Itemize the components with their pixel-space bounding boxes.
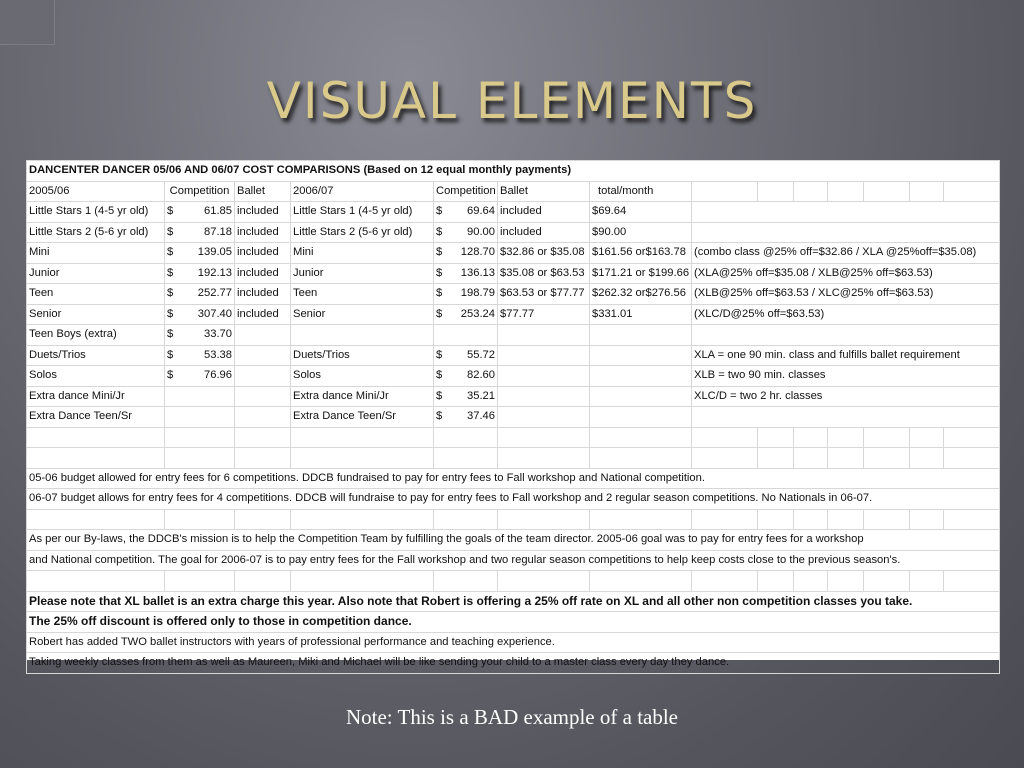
table-row [27,366,1000,387]
cell-note: (XLA@25% off=$35.08 / XLB@25% off=$63.53) [692,263,1000,284]
amount: 307.40 [197,307,232,320]
col-header: 2006/07 [291,181,434,202]
cell-2005-ballet [235,407,291,428]
text-row [27,591,1000,612]
col-header: 2005/06 [27,181,165,202]
amount: 33.70 [204,328,232,341]
empty-cell [944,509,1000,530]
text-row [27,632,1000,653]
cell-2006-competition [434,386,498,407]
empty-cell [794,427,828,448]
empty-cell [910,571,944,592]
cell-2006-ballet [498,407,590,428]
empty-cell [758,448,794,469]
cell-2005-class: Extra dance Mini/Jr [27,386,165,407]
cell-2005-competition [165,366,235,387]
cell-2006-competition [434,243,498,264]
empty-cell [165,427,235,448]
cell-2005-class: Junior [27,263,165,284]
empty-cell [864,571,910,592]
amount: 37.46 [467,410,495,423]
empty-cell [291,448,434,469]
cell-2005-competition [165,304,235,325]
amount: 55.72 [467,348,495,361]
cell-note [692,202,1000,223]
empty-cell [27,571,165,592]
cell-2005-ballet: included [235,243,291,264]
table-row [27,407,1000,428]
col-header: Competition [434,181,498,202]
dollar-sign: $ [167,348,174,361]
cell-note: XLC/D = two 2 hr. classes [692,386,1000,407]
amount: 139.05 [197,246,232,259]
table-row [27,304,1000,325]
empty-cell [758,571,794,592]
table-row [27,386,1000,407]
text-row [27,468,1000,489]
cell-2005-class: Solos [27,366,165,387]
empty-cell [758,509,794,530]
cell-2006-ballet [498,366,590,387]
empty-row [27,571,1000,592]
empty-cell [828,427,864,448]
col-header: Ballet [498,181,590,202]
dollar-sign: $ [167,266,174,279]
cell-2006-ballet: included [498,202,590,223]
table-row [27,325,1000,346]
col-header: Competition [165,181,235,202]
amount: 136.13 [460,266,495,279]
cell-2005-ballet [235,345,291,366]
col-header: Ballet [235,181,291,202]
text-line: and National competition. The goal for 2006-07 is to pay entry fees for the Fall workshop and two regular season competitions to help keep costs close to the previous season's. [27,550,1000,571]
empty-cell [828,448,864,469]
cell-2006-class: Extra Dance Teen/Sr [291,407,434,428]
empty-cell [434,427,498,448]
cell-2005-ballet: included [235,304,291,325]
empty-cell [165,448,235,469]
cell-2005-competition [165,222,235,243]
table-row [27,202,1000,223]
cell-2006-class [291,325,434,346]
cell-total-month: $161.56 or$163.78 [590,243,692,264]
cell-note: (XLC/D@25% off=$63.53) [692,304,1000,325]
cell-total-month: $262.32 or$276.56 [590,284,692,305]
table-row [27,263,1000,284]
spreadsheet-image [26,160,999,669]
cell-2006-competition [434,304,498,325]
empty-cell [794,571,828,592]
dollar-sign: $ [436,410,443,423]
cell-note: (XLB@25% off=$63.53 / XLC@25% off=$63.53) [692,284,1000,305]
cell-2005-competition [165,345,235,366]
col-header: total/month [590,181,692,202]
amount: 69.64 [467,205,495,218]
cell-2006-class: Mini [291,243,434,264]
cell-2005-competition [165,243,235,264]
table-row [27,284,1000,305]
empty-cell [864,427,910,448]
cell-note [692,222,1000,243]
cell-2006-competition [434,366,498,387]
cell-2006-class: Little Stars 2 (5-6 yr old) [291,222,434,243]
dollar-sign: $ [167,328,174,341]
cell-2005-ballet [235,386,291,407]
table-heading: DANCENTER DANCER 05/06 AND 06/07 COST COMPARISONS (Based on 12 equal monthly payments) [27,161,1000,182]
amount: 252.77 [197,287,232,300]
empty-cell [27,427,165,448]
amount: 253.24 [460,307,495,320]
empty-cell [794,509,828,530]
empty-cell [910,427,944,448]
empty-cell [828,571,864,592]
cell-total-month [590,386,692,407]
dollar-sign: $ [436,225,443,238]
dollar-sign: $ [436,287,443,300]
empty-cell [235,571,291,592]
cell-2006-competition [434,263,498,284]
cell-2005-class: Extra Dance Teen/Sr [27,407,165,428]
cell-2005-class: Little Stars 2 (5-6 yr old) [27,222,165,243]
empty-cell [434,448,498,469]
text-line: Taking weekly classes from them as well as Maureen, Miki and Michael will be like sending your child to a master class every day they dance. [27,653,1000,674]
empty-cell [291,509,434,530]
cell-2005-class: Senior [27,304,165,325]
dollar-sign: $ [436,205,443,218]
amount: 192.13 [197,266,232,279]
dollar-sign: $ [167,205,174,218]
empty-cell [498,509,590,530]
empty-cell [692,427,758,448]
empty-cell [291,571,434,592]
cell-2006-class: Teen [291,284,434,305]
amount: 90.00 [467,225,495,238]
cell-2005-competition [165,284,235,305]
empty-cell [27,509,165,530]
empty-cell [590,448,692,469]
cell-2006-ballet [498,325,590,346]
cell-2006-ballet: $77.77 [498,304,590,325]
empty-cell [944,571,1000,592]
cell-2005-class: Duets/Trios [27,345,165,366]
cell-2006-competition [434,222,498,243]
empty-cell [165,571,235,592]
amount: 82.60 [467,369,495,382]
table-row [27,345,1000,366]
text-line: 05-06 budget allowed for entry fees for 6 competitions. DDCB fundraised to pay for entry fees to Fall workshop and National competition. [27,468,1000,489]
cell-note: XLB = two 90 min. classes [692,366,1000,387]
empty-cell [27,448,165,469]
cell-2005-ballet [235,325,291,346]
cell-2006-competition [434,407,498,428]
empty-cell [864,448,910,469]
dollar-sign: $ [436,389,443,402]
empty-cell [758,427,794,448]
cell-2006-competition [434,284,498,305]
amount: 35.21 [467,389,495,402]
empty-row [27,427,1000,448]
cell-total-month: $69.64 [590,202,692,223]
empty-cell [498,448,590,469]
empty-cell [910,509,944,530]
cell-2005-competition [165,202,235,223]
cell-2006-competition [434,202,498,223]
cell-2006-class: Little Stars 1 (4-5 yr old) [291,202,434,223]
cell-2005-class: Little Stars 1 (4-5 yr old) [27,202,165,223]
cell-2006-class: Senior [291,304,434,325]
empty-cell [910,448,944,469]
dollar-sign: $ [436,307,443,320]
cell-2006-competition [434,345,498,366]
cell-2005-ballet [235,366,291,387]
empty-cell [434,509,498,530]
cell-2005-ballet: included [235,263,291,284]
corner-decoration [0,0,55,45]
cell-note: XLA = one 90 min. class and fulfills ballet requirement [692,345,1000,366]
dollar-sign: $ [436,266,443,279]
text-line: Robert has added TWO ballet instructors with years of professional performance and teaching experience. [27,632,1000,653]
dollar-sign: $ [167,307,174,320]
empty-cell [291,427,434,448]
dollar-sign: $ [436,348,443,361]
text-row [27,550,1000,571]
empty-cell [590,427,692,448]
cell-2006-ballet [498,386,590,407]
empty-cell [165,509,235,530]
heading-row [27,161,1000,182]
cell-total-month [590,345,692,366]
cell-2005-ballet: included [235,222,291,243]
text-row [27,489,1000,510]
text-line: 06-07 budget allows for entry fees for 4 competitions. DDCB will fundraise to pay for entry fees to Fall workshop and 2 regular season competitions. No Nationals in 06-07. [27,489,1000,510]
empty-cell [794,448,828,469]
cell-2005-competition [165,263,235,284]
table-row [27,243,1000,264]
cell-2006-ballet: $35.08 or $63.53 [498,263,590,284]
cell-note [692,325,1000,346]
empty-cell [590,509,692,530]
text-line: The 25% off discount is offered only to those in competition dance. [27,612,1000,633]
cell-2005-class: Mini [27,243,165,264]
cell-2006-ballet: $63.53 or $77.77 [498,284,590,305]
column-header-row [27,181,1000,202]
empty-cell [692,571,758,592]
cell-total-month [590,407,692,428]
cell-2005-competition [165,325,235,346]
cell-2005-competition [165,407,235,428]
amount: 128.70 [460,246,495,259]
text-line: Please note that XL ballet is an extra charge this year. Also note that Robert is offering a 25% off rate on XL and all other non competition classes you take. [27,591,1000,612]
amount: 76.96 [204,369,232,382]
dollar-sign: $ [436,369,443,382]
empty-row [27,509,1000,530]
slide-title: VISUAL ELEMENTS [266,72,758,130]
cell-2006-class: Solos [291,366,434,387]
cell-2005-class: Teen [27,284,165,305]
cell-total-month: $171.21 or $199.66 [590,263,692,284]
empty-cell [944,448,1000,469]
cell-total-month: $90.00 [590,222,692,243]
table-row [27,222,1000,243]
amount: 61.85 [204,205,232,218]
empty-cell [692,448,758,469]
amount: 198.79 [460,287,495,300]
cell-total-month [590,366,692,387]
text-row [27,530,1000,551]
text-row [27,612,1000,633]
cell-2006-ballet: included [498,222,590,243]
empty-cell [944,427,1000,448]
cell-total-month [590,325,692,346]
cell-2005-ballet: included [235,202,291,223]
cost-comparison-table [26,160,1000,674]
dollar-sign: $ [167,246,174,259]
cell-2006-ballet [498,345,590,366]
cell-2005-ballet: included [235,284,291,305]
cell-2005-class: Teen Boys (extra) [27,325,165,346]
empty-cell [498,427,590,448]
dollar-sign: $ [167,369,174,382]
empty-cell [692,509,758,530]
dollar-sign: $ [167,225,174,238]
cell-total-month: $331.01 [590,304,692,325]
text-row [27,653,1000,674]
text-line: As per our By-laws, the DDCB's mission is to help the Competition Team by fulfilling the goals of the team director. 2005-06 goal was to pay for entry fees for a workshop [27,530,1000,551]
empty-cell [235,509,291,530]
cell-2006-class: Junior [291,263,434,284]
empty-cell [498,571,590,592]
empty-cell [434,571,498,592]
cell-2006-ballet: $32.86 or $35.08 [498,243,590,264]
empty-cell [828,509,864,530]
cell-2005-competition [165,386,235,407]
cell-2006-class: Extra dance Mini/Jr [291,386,434,407]
cell-note: (combo class @25% off=$32.86 / XLA @25%off=$35.08) [692,243,1000,264]
empty-cell [235,448,291,469]
empty-cell [235,427,291,448]
dollar-sign: $ [167,287,174,300]
empty-row [27,448,1000,469]
slide-note: Note: This is a BAD example of a table [345,705,679,729]
cell-note [692,407,1000,428]
cell-2006-competition [434,325,498,346]
empty-cell [590,571,692,592]
amount: 53.38 [204,348,232,361]
cell-2006-class: Duets/Trios [291,345,434,366]
amount: 87.18 [204,225,232,238]
dollar-sign: $ [436,246,443,259]
empty-cell [864,509,910,530]
